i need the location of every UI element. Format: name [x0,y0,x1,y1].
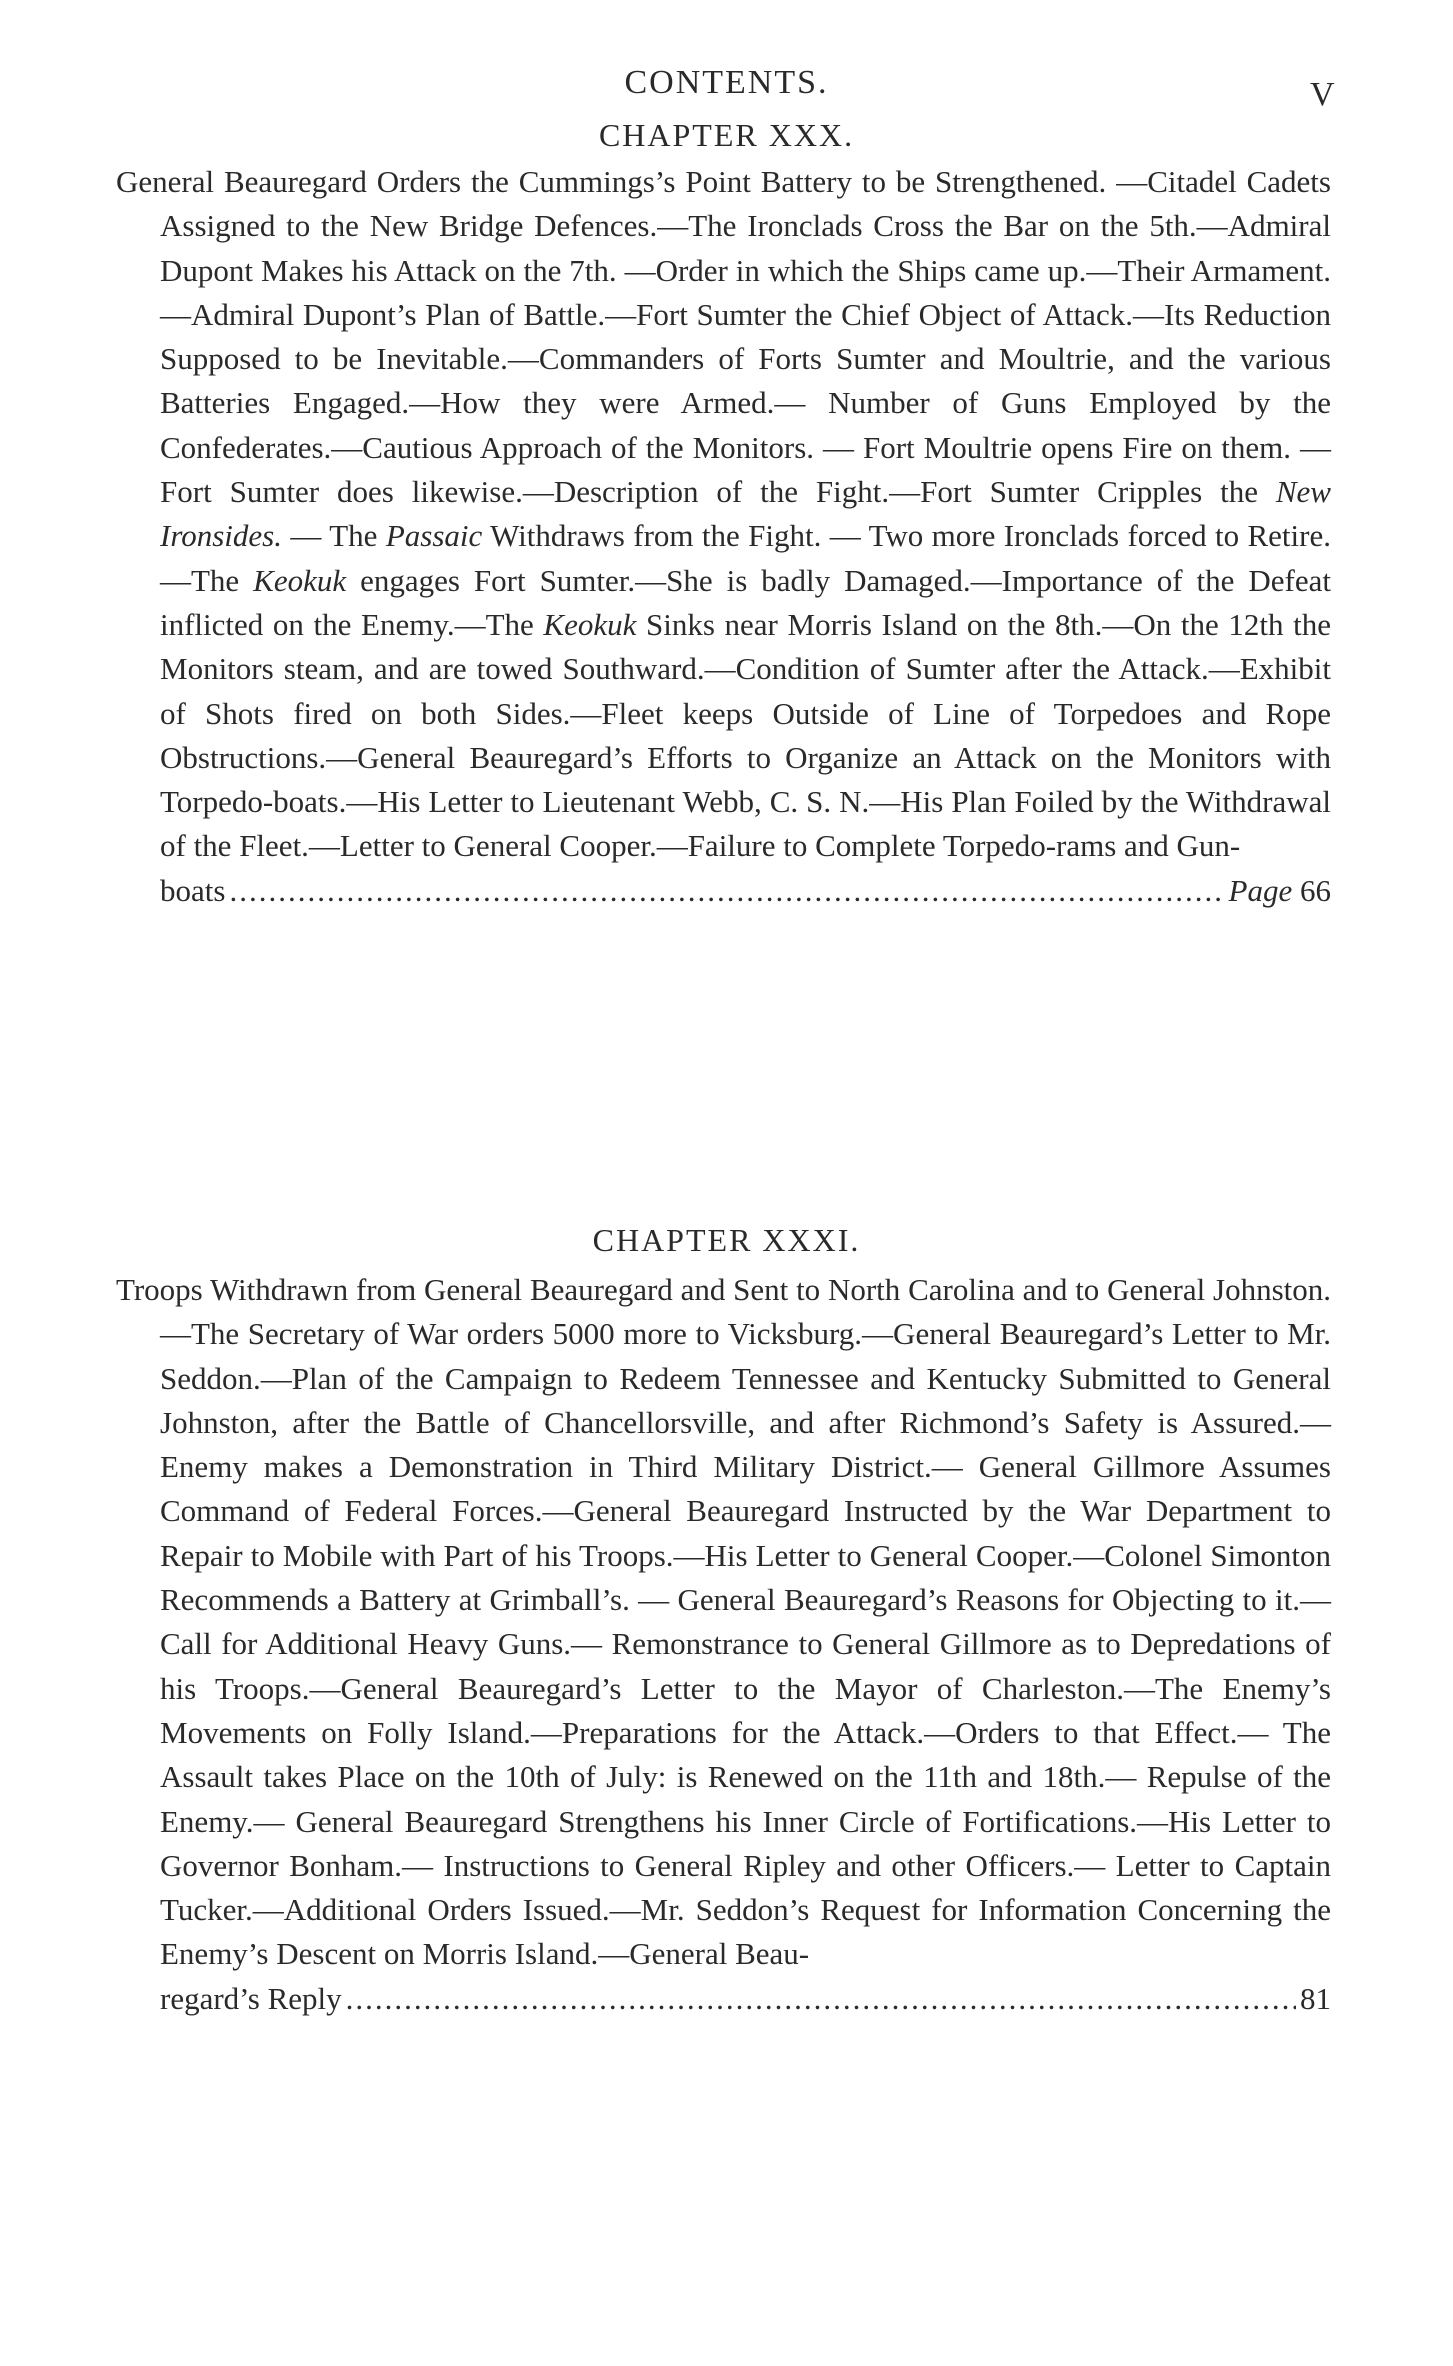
summary-last-line: regard’s Reply [160,1980,342,2016]
summary-text: Sinks near Morris Island on the 8th.—On the 12th the Monitors steam, and are towed Southward.—Condition of Sumter after the Attack.—Exhibit of Shots fired on both Sides.—Fleet keeps Outside of Line of Torpedoes and Rope Obstructions.—General Beauregard’s Efforts to Organize an Attack on the Monitors with Torpedo-boats.—His Letter to Lieutenant Webb, C. S. N.—His Plan Foiled by the Withdrawal of the Fleet.—Letter to General Cooper.—Failure to Complete Torpedo-rams and Gun- [160,606,1331,864]
summary-text: engages Fort Sumter.—She is badly Damaged.—Importance of the Defeat inflicted on the Enemy.—The [160,562,1331,642]
running-head: CONTENTS. [624,64,829,101]
summary-text: Withdraws from the Fight. — Two more Ironclads forced to Retire.—The [160,518,1331,598]
dot-leader [346,1977,1296,2021]
summary-text: — The [282,518,386,554]
summary-last-line: boats [160,872,226,908]
summary-text: General Beauregard Orders the Cummings’s Point Battery to be Strengthened. —Citadel Cadets Assigned to the New Bridge Defences.—The Ironclads Cross the Bar on the 5th.—Admiral Dupont Makes his Attack on the 7th. —Order in which the Ships came up.—Their Armament.—Admiral Dupont’s Plan of Battle.—Fort Sumter the Chief Object of Attack.—Its Reduction Supposed to be Inevitable.—Commanders of Forts Sumter and Moultrie, and the various Batteries Engaged.—How they were Armed.— Number of Guns Employed by the Confederates.—Cautious Approach of the Monitors. — Fort Moultrie opens Fire on them. — Fort Sumter does likewise.—Description of the Fight.—Fort Sumter Cripples the [116,164,1331,510]
page-reference [1229,869,1331,913]
page-number: 81 [1300,1980,1331,2016]
chapter-summary [116,160,1331,913]
page-number: 66 [1300,872,1331,908]
dot-leader [229,869,1224,913]
toc-leader-line [160,1977,1331,2021]
ship-name: New Ironsides. [160,474,1331,554]
toc-leader-line [160,869,1331,913]
summary-text: Troops Withdrawn from General Beauregard and Sent to North Carolina and to General Johnston.—The Secretary of War orders 5000 more to Vicksburg.—General Beauregard’s Letter to Mr. Seddon.—Plan of the Campaign to Redeem Tennessee and Kentucky Submitted to General Johnston, after the Battle of Chancellorsville, and after Richmond’s Safety is Assured.—Enemy makes a Demonstration in Third Military District.— General Gillmore Assumes Command of Federal Forces.—General Beauregard Instructed by the War Department to Repair to Mobile with Part of his Troops.—His Letter to General Cooper.—Colonel Simonton Recommends a Battery at Grimball’s. — General Beauregard’s Reasons for Objecting to it.— Call for Additional Heavy Guns.— Remonstrance to General Gillmore as to Depredations of his Troops.—General Beauregard’s Letter to the Mayor of Charleston.—The Enemy’s Movements on Folly Island.—Preparations for the Attack.—Orders to that Effect.— The Assault takes Place on the 10th of July: is Renewed on the 11th and 18th.— Repulse of the Enemy.— General Beauregard Strengthens his Inner Circle of Fortifications.—His Letter to Governor Bonham.— Instructions to General Ripley and other Officers.— Letter to Captain Tucker.—Additional Orders Issued.—Mr. Seddon’s Request for Information Concerning the Enemy’s Descent on Morris Island.—General Beau- [116,1272,1331,1972]
ship-name: Keokuk [543,606,637,642]
ship-name: Passaic [385,518,483,554]
ship-name: Keokuk [253,562,347,598]
chapter-summary [116,1268,1331,2021]
chapter-title: CHAPTER XXXI. [592,1222,861,1258]
page-folio: V [1310,76,1335,113]
chapter-title: CHAPTER XXX. [598,117,855,153]
page-label: Page [1228,872,1293,908]
